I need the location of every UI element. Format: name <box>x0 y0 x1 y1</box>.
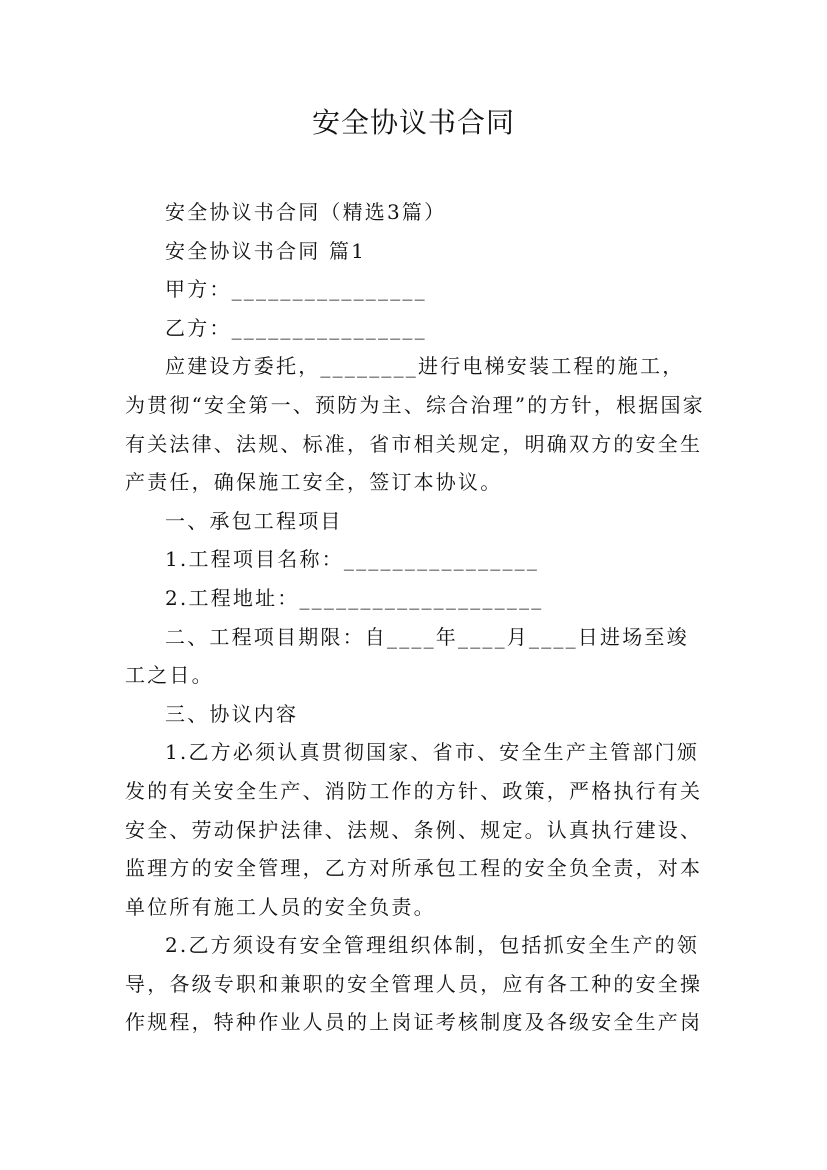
paragraph-clause-2: 2.乙方须设有安全管理组织体制，包括抓安全生产的领导，各级专职和兼职的安全管理人员，应有各工种的安全操作规程，特种作业人员的上岗证考核制度及各级安全生产岗 <box>125 933 703 1035</box>
paragraph-heading-2: 二、工程项目期限：自____年____月____日进场至竣工之日。 <box>125 624 689 688</box>
paragraph-party-a: 甲方：________________ <box>165 277 427 302</box>
paragraph-party-b: 乙方：________________ <box>165 315 427 340</box>
paragraph-section-heading: 安全协议书合同 篇1 <box>165 238 367 263</box>
paragraph-heading-3: 三、协议内容 <box>165 701 299 726</box>
paragraph-subtitle: 安全协议书合同（精选3篇） <box>165 200 447 224</box>
paragraph-preamble: 应建设方委托，________进行电梯安装工程的施工，为贯彻“安全第一、预防为主、综合治理”的方针，根据国家有关法律、法规、标准，省市相关规定，明确双方的安全生产责任，确保施工安全，签订本协议。 <box>125 354 705 495</box>
paragraph-clause-1: 1.乙方必须认真贯彻国家、省市、安全生产主管部门颁发的有关安全生产、消防工作的方针、政策，严格执行有关安全、劳动保护法律、法规、条例、规定。认真执行建设、监理方的安全管理，乙方对所承包工程的安全负全责，对本单位所有施工人员的安全负责。 <box>125 740 703 919</box>
paragraph-project-name: 1.工程项目名称：________________ <box>165 547 540 572</box>
document-title: 安全协议书合同 <box>311 106 515 139</box>
paragraph-project-address: 2.工程地址：____________________ <box>165 585 544 610</box>
paragraph-heading-1: 一、承包工程项目 <box>165 508 343 533</box>
document-body <box>125 193 705 1042</box>
